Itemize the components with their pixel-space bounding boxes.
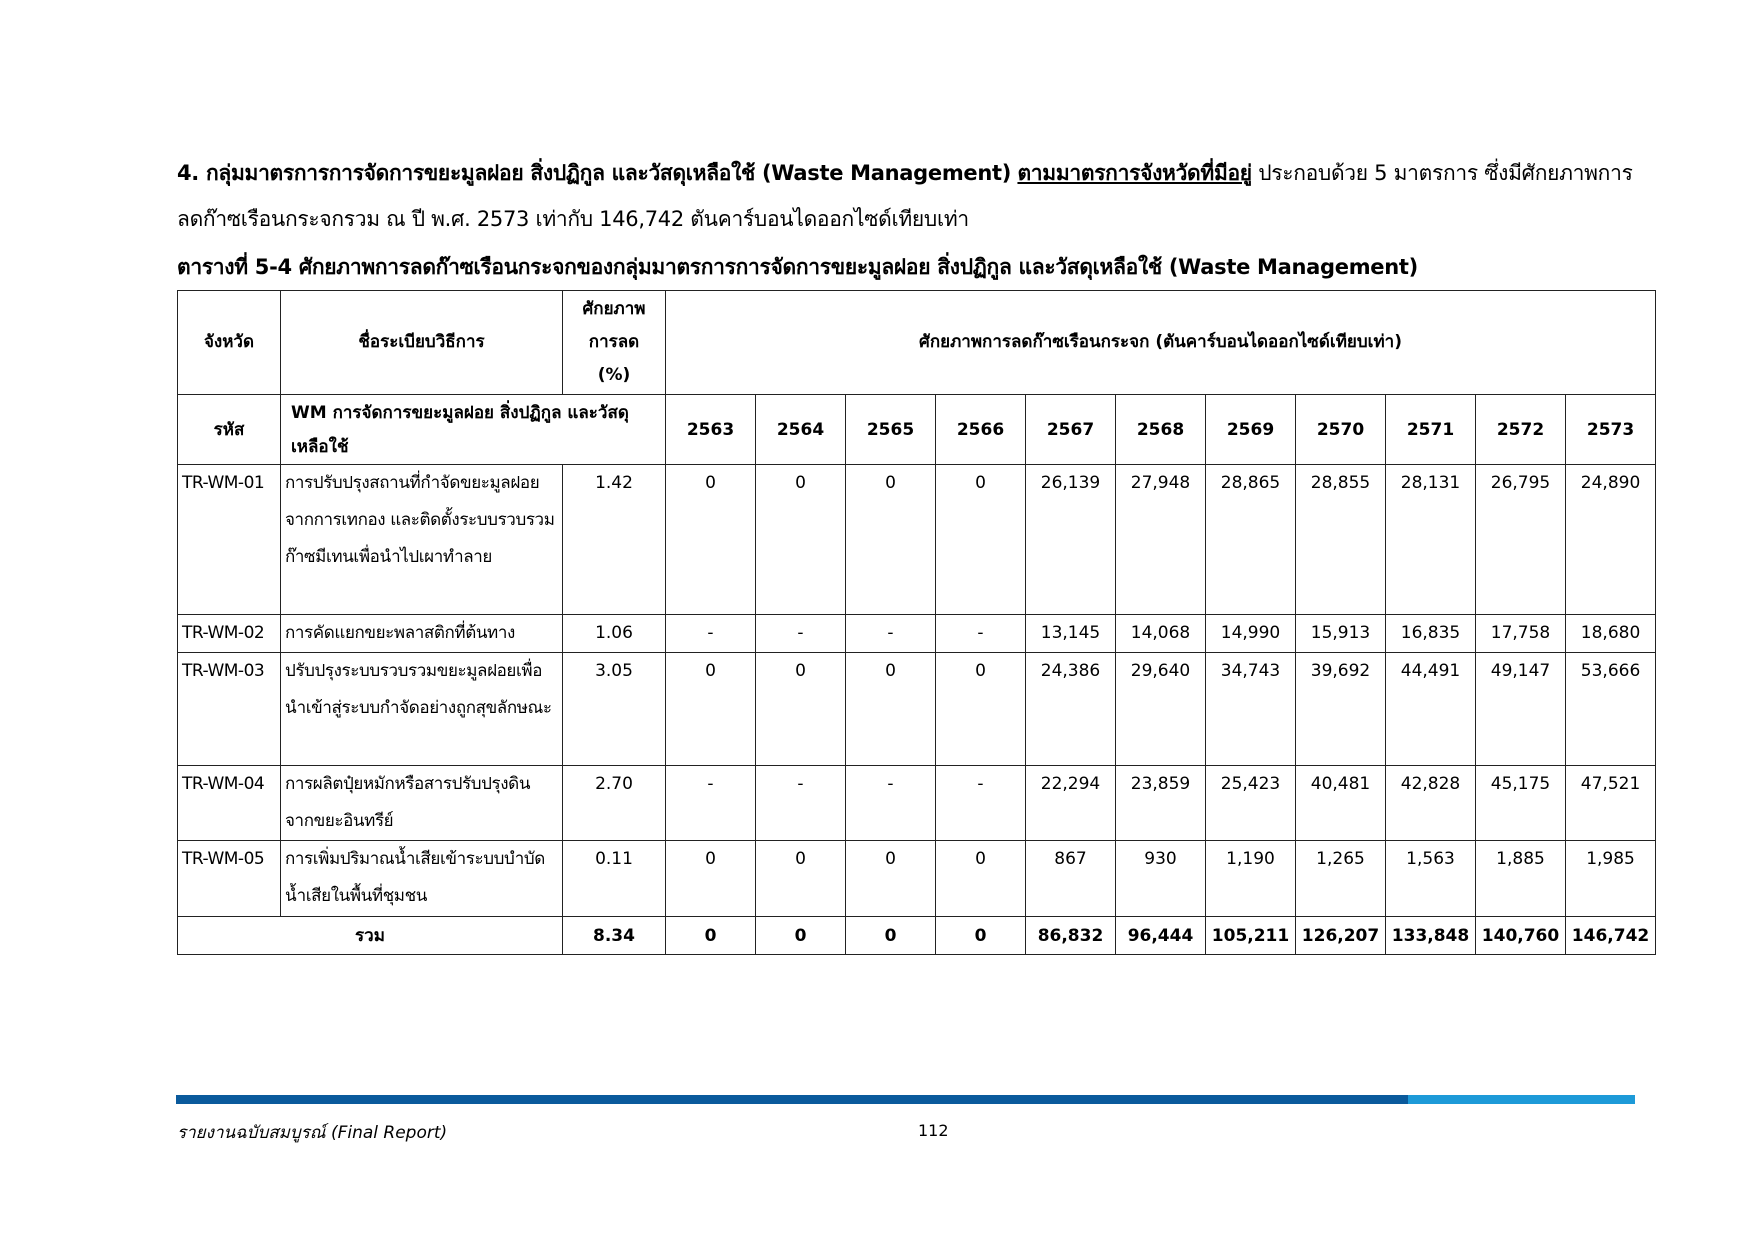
row-value: 24,890 xyxy=(1566,465,1656,615)
waste-management-table xyxy=(177,290,1656,955)
row-name: การปรับปรุงสถานที่กำจัดขยะมูลฝอยจากการเทกอง และติดตั้งระบบรวบรวมก๊าซมีเทนเพื่อนำไปเผาทำลาย xyxy=(281,465,563,615)
row-pct: 0.11 xyxy=(563,841,666,917)
row-value: 42,828 xyxy=(1386,766,1476,841)
row-value: - xyxy=(666,615,756,653)
row-value: 0 xyxy=(756,653,846,766)
row-value: 867 xyxy=(1026,841,1116,917)
intro-underline: ตามมาตรการจังหวัดที่มีอยู่ xyxy=(1017,161,1252,185)
total-value: 140,760 xyxy=(1476,917,1566,955)
total-value: 105,211 xyxy=(1206,917,1296,955)
row-value: 28,131 xyxy=(1386,465,1476,615)
header-year: 2567 xyxy=(1026,395,1116,465)
total-value: 133,848 xyxy=(1386,917,1476,955)
row-value: - xyxy=(756,615,846,653)
header-group: WM การจัดการขยะมูลฝอย สิ่งปฏิกูล และวัสดุเหลือใช้ xyxy=(281,395,666,465)
row-value: 34,743 xyxy=(1206,653,1296,766)
table-caption: ตารางที่ 5-4 ศักยภาพการลดก๊าซเรือนกระจกของกลุ่มมาตรการการจัดการขยะมูลฝอย สิ่งปฏิกูล และวัสดุเหลือใช้ (Waste Management) xyxy=(177,255,1418,279)
row-value: - xyxy=(666,766,756,841)
row-value: 13,145 xyxy=(1026,615,1116,653)
row-value: 0 xyxy=(936,653,1026,766)
row-value: 47,521 xyxy=(1566,766,1656,841)
row-value: 25,423 xyxy=(1206,766,1296,841)
row-value: - xyxy=(936,615,1026,653)
table-row xyxy=(178,766,1656,841)
row-pct: 1.42 xyxy=(563,465,666,615)
row-value: 930 xyxy=(1116,841,1206,917)
footer-bar-light xyxy=(1408,1095,1635,1104)
row-code: TR-WM-02 xyxy=(178,615,281,653)
row-value: 45,175 xyxy=(1476,766,1566,841)
row-value: 53,666 xyxy=(1566,653,1656,766)
row-value: 23,859 xyxy=(1116,766,1206,841)
row-value: 26,139 xyxy=(1026,465,1116,615)
total-value: 0 xyxy=(756,917,846,955)
row-value: 28,855 xyxy=(1296,465,1386,615)
header-year: 2563 xyxy=(666,395,756,465)
row-value: 0 xyxy=(756,841,846,917)
row-code: TR-WM-01 xyxy=(178,465,281,615)
header-year: 2569 xyxy=(1206,395,1296,465)
row-value: 29,640 xyxy=(1116,653,1206,766)
total-label: รวม xyxy=(178,917,563,955)
row-value: 0 xyxy=(846,465,936,615)
header-year: 2571 xyxy=(1386,395,1476,465)
header-year: 2564 xyxy=(756,395,846,465)
total-row xyxy=(178,917,1656,955)
total-pct: 8.34 xyxy=(563,917,666,955)
row-value: 0 xyxy=(846,841,936,917)
row-value: - xyxy=(936,766,1026,841)
row-pct: 1.06 xyxy=(563,615,666,653)
header-row-1 xyxy=(178,291,1656,395)
footer-bar-dark xyxy=(176,1095,1408,1104)
total-value: 0 xyxy=(666,917,756,955)
header-row-2 xyxy=(178,395,1656,465)
header-year: 2566 xyxy=(936,395,1026,465)
row-value: 17,758 xyxy=(1476,615,1566,653)
header-year: 2573 xyxy=(1566,395,1656,465)
total-value: 96,444 xyxy=(1116,917,1206,955)
table-row xyxy=(178,653,1656,766)
row-value: - xyxy=(756,766,846,841)
header-year: 2570 xyxy=(1296,395,1386,465)
total-value: 126,207 xyxy=(1296,917,1386,955)
table-row xyxy=(178,615,1656,653)
header-potential-line2: การลด xyxy=(588,332,640,352)
row-value: - xyxy=(846,766,936,841)
row-value: 49,147 xyxy=(1476,653,1566,766)
row-code: TR-WM-05 xyxy=(178,841,281,917)
row-name: การผลิตปุ๋ยหมักหรือสารปรับปรุงดินจากขยะอินทรีย์ xyxy=(281,766,563,841)
row-value: 1,985 xyxy=(1566,841,1656,917)
row-name: การคัดแยกขยะพลาสติกที่ต้นทาง xyxy=(281,615,563,653)
row-value: 40,481 xyxy=(1296,766,1386,841)
row-value: 1,265 xyxy=(1296,841,1386,917)
header-potential-line1: ศักยภาพ xyxy=(582,299,646,319)
header-code: รหัส xyxy=(178,395,281,465)
header-year: 2568 xyxy=(1116,395,1206,465)
row-code: TR-WM-04 xyxy=(178,766,281,841)
row-value: 0 xyxy=(666,841,756,917)
row-name: การเพิ่มปริมาณน้ำเสียเข้าระบบบำบัดน้ำเสียในพื้นที่ชุมชน xyxy=(281,841,563,917)
row-value: 18,680 xyxy=(1566,615,1656,653)
intro-paragraph xyxy=(177,150,1647,242)
row-value: 15,913 xyxy=(1296,615,1386,653)
row-value: 39,692 xyxy=(1296,653,1386,766)
row-pct: 3.05 xyxy=(563,653,666,766)
row-value: 44,491 xyxy=(1386,653,1476,766)
total-value: 0 xyxy=(846,917,936,955)
header-year: 2565 xyxy=(846,395,936,465)
footer-report-title: รายงานฉบับสมบูรณ์ (Final Report) xyxy=(177,1123,448,1143)
row-value: 0 xyxy=(936,841,1026,917)
row-value: 22,294 xyxy=(1026,766,1116,841)
total-value: 146,742 xyxy=(1566,917,1656,955)
row-value: 1,190 xyxy=(1206,841,1296,917)
header-province: จังหวัด xyxy=(178,291,281,395)
row-value: 28,865 xyxy=(1206,465,1296,615)
row-value: - xyxy=(846,615,936,653)
table-row xyxy=(178,841,1656,917)
row-value: 1,885 xyxy=(1476,841,1566,917)
total-value: 86,832 xyxy=(1026,917,1116,955)
total-value: 0 xyxy=(936,917,1026,955)
row-value: 26,795 xyxy=(1476,465,1566,615)
row-value: 14,990 xyxy=(1206,615,1296,653)
row-code: TR-WM-03 xyxy=(178,653,281,766)
header-potential xyxy=(563,291,666,395)
row-name: ปรับปรุงระบบรวบรวมขยะมูลฝอยเพื่อนำเข้าสู่ระบบกำจัดอย่างถูกสุขลักษณะ xyxy=(281,653,563,766)
row-value: 0 xyxy=(666,653,756,766)
row-value: 27,948 xyxy=(1116,465,1206,615)
header-method: ชื่อระเบียบวิธีการ xyxy=(281,291,563,395)
intro-bold: 4. กลุ่มมาตรการการจัดการขยะมูลฝอย สิ่งปฏิกูล และวัสดุเหลือใช้ (Waste Management) xyxy=(177,161,1012,185)
row-value: 16,835 xyxy=(1386,615,1476,653)
header-potential-line3: (%) xyxy=(597,365,631,385)
row-value: 0 xyxy=(666,465,756,615)
row-value: 0 xyxy=(936,465,1026,615)
page-number: 112 xyxy=(918,1121,949,1140)
row-value: 1,563 xyxy=(1386,841,1476,917)
row-value: 24,386 xyxy=(1026,653,1116,766)
row-value: 14,068 xyxy=(1116,615,1206,653)
row-value: 0 xyxy=(756,465,846,615)
row-pct: 2.70 xyxy=(563,766,666,841)
intro-rest: ประกอบด้วย 5 มาตรการ ซึ่งมีศักยภาพการลดก๊าซเรือนกระจกรวม ณ ปี พ.ศ. 2573 เท่ากับ 146,742 ตันคาร์บอนไดออกไซด์เทียบเท่า xyxy=(177,161,1633,231)
header-reduction: ศักยภาพการลดก๊าซเรือนกระจก (ตันคาร์บอนไดออกไซด์เทียบเท่า) xyxy=(666,291,1656,395)
table-row xyxy=(178,465,1656,615)
row-value: 0 xyxy=(846,653,936,766)
header-year: 2572 xyxy=(1476,395,1566,465)
